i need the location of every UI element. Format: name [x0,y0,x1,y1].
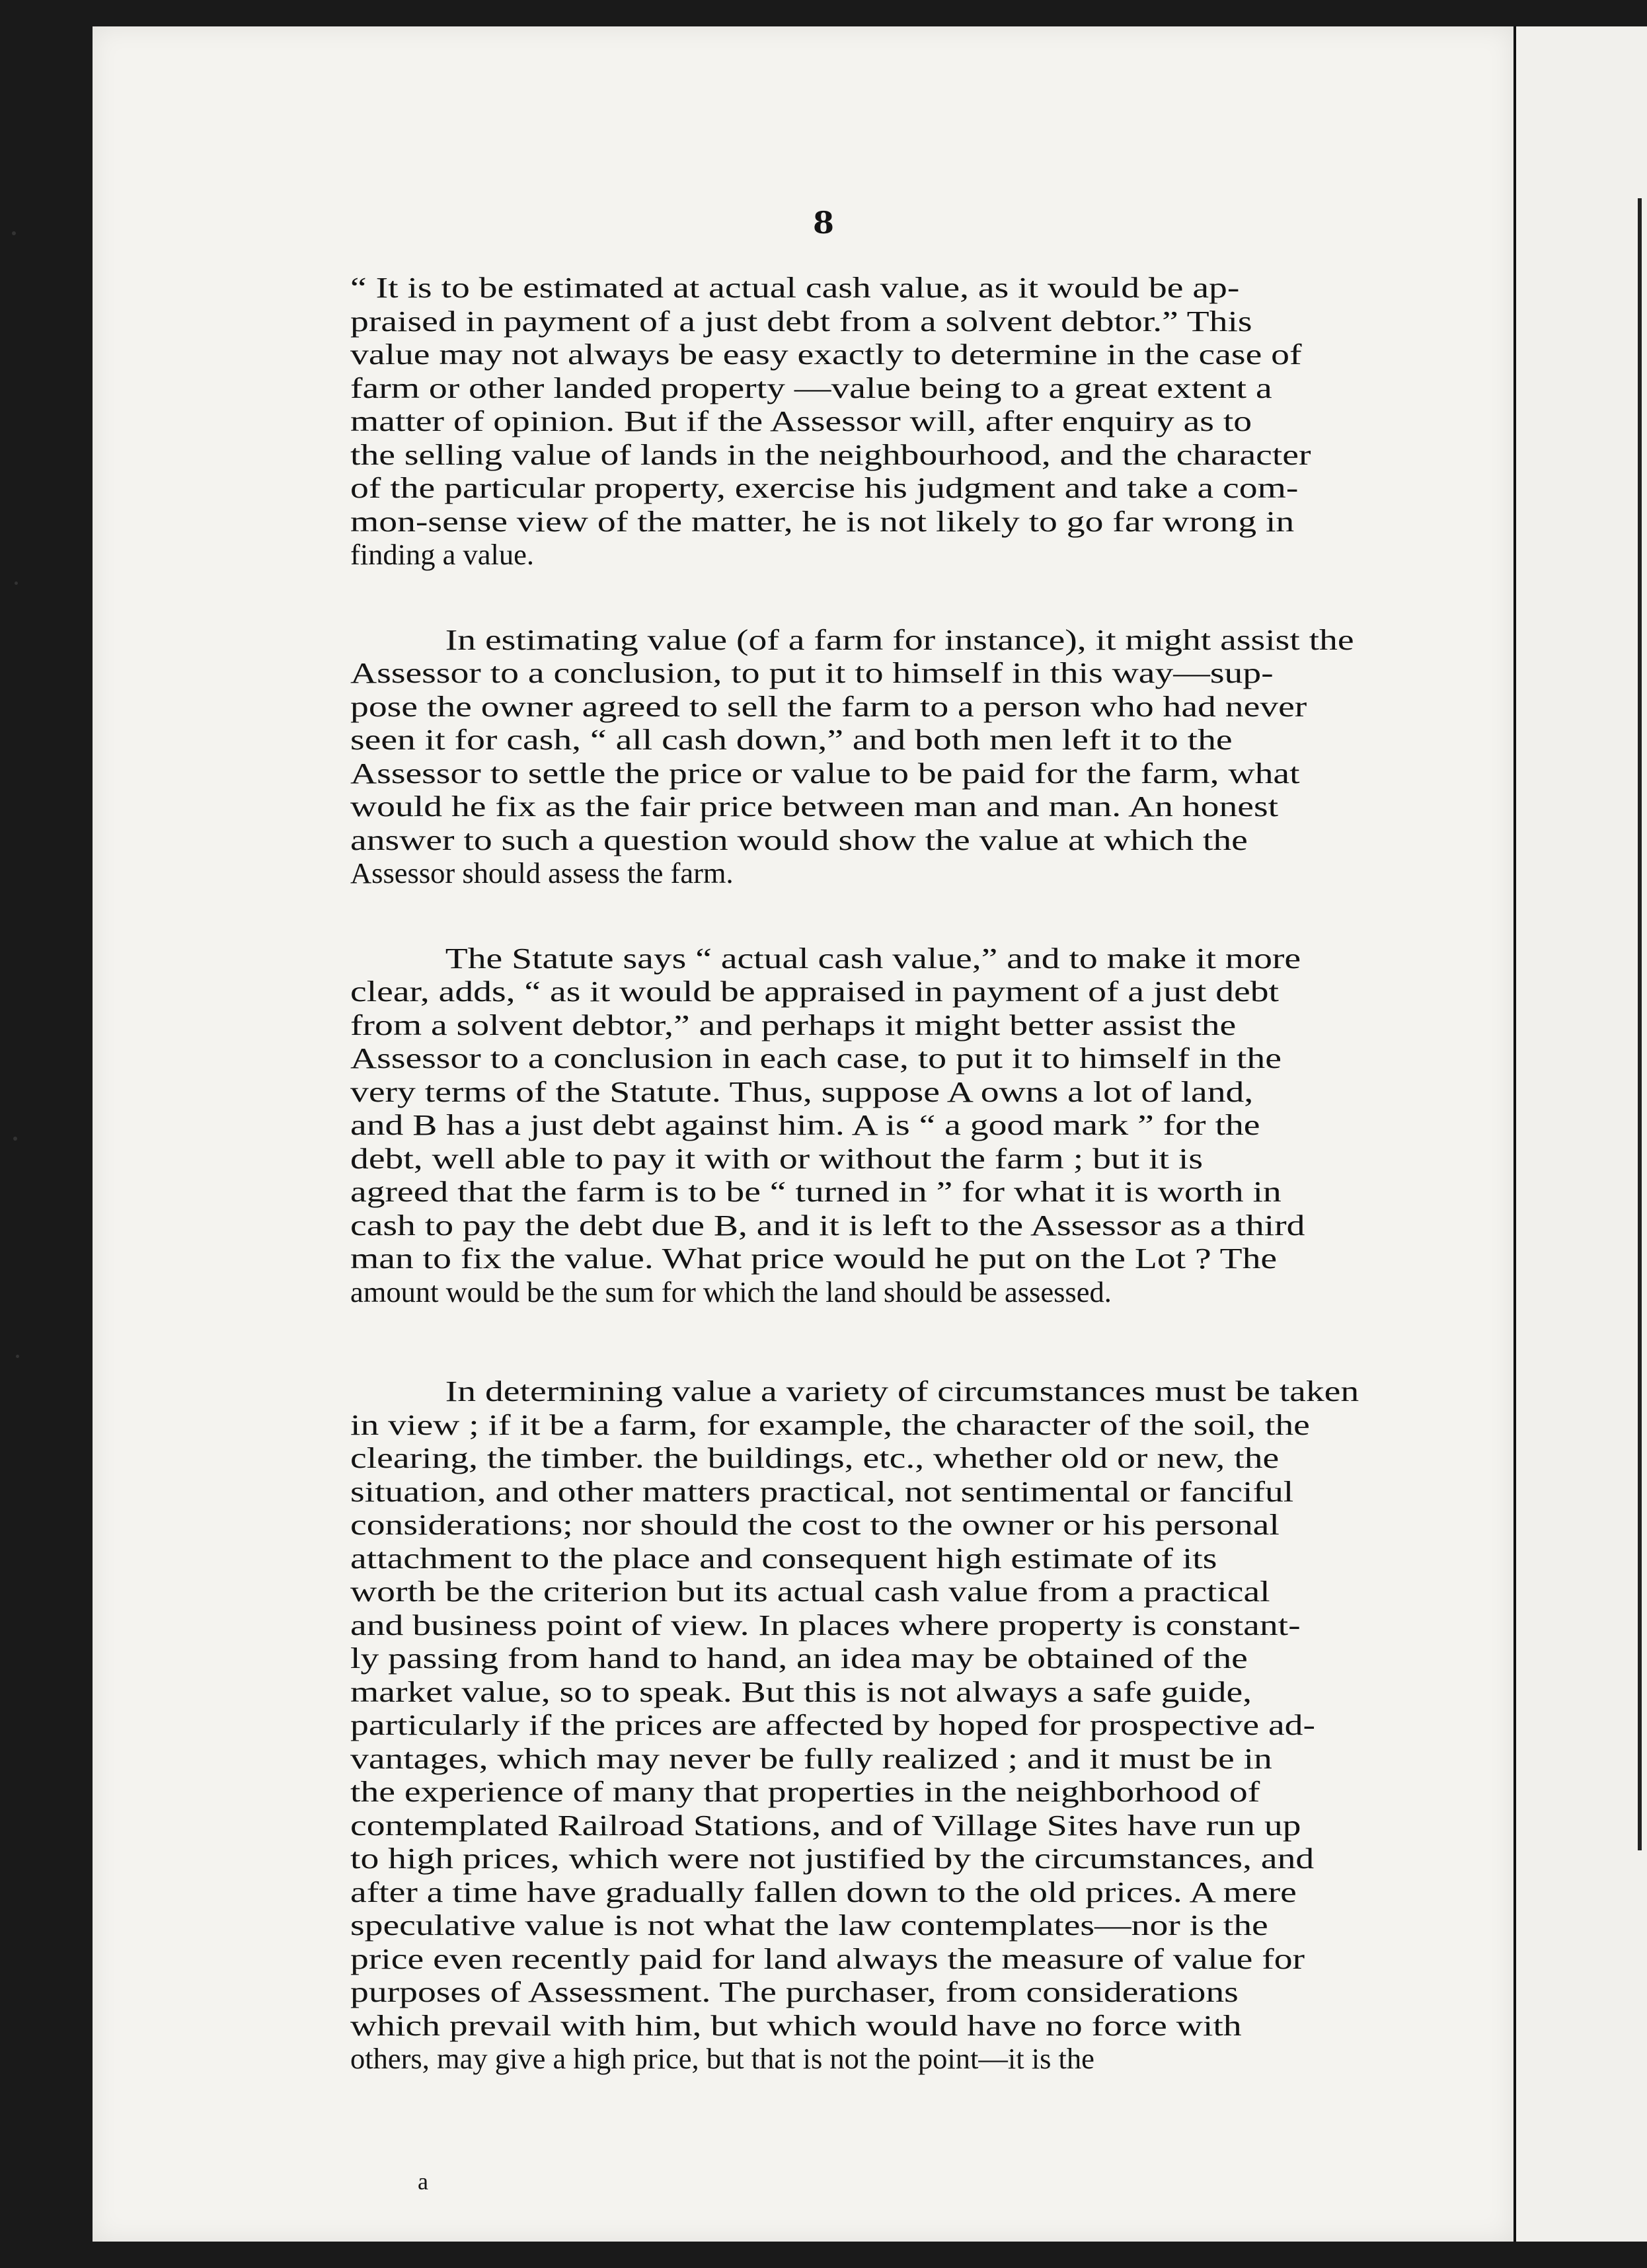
paragraph [350,1375,1360,2076]
text-line: the experience of many that properties in the neighborhood of [350,1775,1260,1808]
text-line: considerations; nor should the cost to the owner or his personal [350,1508,1280,1541]
text-line: others, may give a high price, but that is not the point—it is the [350,2042,1094,2075]
text-line: Assessor to settle the price or value to be paid for the farm, what [350,756,1300,790]
text-line: the selling value of lands in the neighbourhood, and the character [350,437,1311,471]
text-line: in view ; if it be a farm, for example, the character of the soil, the [350,1408,1310,1441]
body-text [350,271,1360,2076]
text-line: debt, well able to pay it with or without the farm ; but it is [350,1141,1203,1175]
text-line: The Statute says “ actual cash value,” and to make it more [445,941,1301,975]
text-line: price even recently paid for land always the measure of value for [350,1942,1305,1975]
scan-speck [16,1355,19,1358]
paragraph [350,623,1355,890]
text-line: man to fix the value. What price would he put on the Lot ? The [350,1242,1278,1275]
text-line: to high prices, which were not justified by the circumstances, and [350,1842,1315,1875]
text-line: after a time have gradually fallen down to the old prices. A mere [350,1875,1297,1909]
text-line: mon-sense view of the matter, he is not likely to go far wrong in [350,504,1295,538]
text-line: and business point of view. In places where property is constant- [350,1608,1301,1642]
text-line: matter of opinion. But if the Assessor will, after enquiry as to [350,404,1252,437]
text-line: agreed that the farm is to be “ turned in ” for what it is worth in [350,1175,1282,1208]
text-line: of the particular property, exercise his judgment and take a com- [350,471,1299,504]
text-line: particularly if the prices are affected by hoped for prospective ad- [350,1708,1315,1741]
text-line: Assessor to a conclusion, to put it to himself in this way—sup- [350,656,1274,689]
scan-speck [12,231,16,235]
text-line: market value, so to speak. But this is not always a safe guide, [350,1675,1252,1708]
text-line: vantages, which may never be fully realized ; and it must be in [350,1741,1272,1775]
text-line: clearing, the timber. the buildings, etc., whether old or new, the [350,1441,1280,1474]
text-line: seen it for cash, “ all cash down,” and both men left it to the [350,723,1233,756]
text-line: and B has a just debt against him. A is “ a good mark ” for the [350,1108,1260,1141]
paragraph [350,942,1355,1309]
text-line: contemplated Railroad Stations, and of Village Sites have run up [350,1808,1301,1842]
text-line: finding a value. [350,538,535,571]
text-line: amount would be the sum for which the land should be assessed. [350,1275,1112,1308]
text-line: Assessor to a conclusion in each case, to put it to himself in the [350,1041,1282,1075]
text-line: farm or other landed property —value being to a great extent a [350,371,1272,404]
page-binding-shadow [1638,198,1642,1850]
text-line: cash to pay the debt due B, and it is left to the Assessor as a third [350,1208,1305,1242]
scan-speck [15,582,18,585]
text-line: situation, and other matters practical, not sentimental or fanciful [350,1474,1294,1508]
text-line: purposes of Assessment. The purchaser, from considerations [350,1975,1239,2008]
text-line: ly passing from hand to hand, an idea may be obtained of the [350,1642,1248,1675]
text-line: clear, adds, “ as it would be appraised in payment of a just debt [350,975,1279,1008]
text-line: In estimating value (of a farm for instance), it might assist the [445,623,1354,656]
text-line: speculative value is not what the law contemplates—nor is the [350,1909,1268,1942]
text-line: very terms of the Statute. Thus, suppose A owns a lot of land, [350,1075,1254,1108]
text-line: In determining value a variety of circumstances must be taken [445,1375,1360,1408]
text-line: answer to such a question would show the value at which the [350,823,1248,856]
text-line: worth be the criterion but its actual cash value from a practical [350,1575,1270,1608]
paragraph [350,271,1355,572]
catchword: a [418,2168,428,2195]
text-line: would he fix as the fair price between man and man. An honest [350,790,1279,823]
text-line: which prevail with him, but which would have no force with [350,2008,1242,2042]
text-line: attachment to the place and consequent high estimate of its [350,1541,1217,1575]
text-line: “ It is to be estimated at actual cash value, as it would be ap- [350,271,1240,304]
text-line: Assessor should assess the farm. [350,856,734,889]
text-line: from a solvent debtor,” and perhaps it might better assist the [350,1008,1237,1041]
page-number: 8 [813,205,835,241]
scan-speck [13,1137,17,1141]
text-line: pose the owner agreed to sell the farm to a person who had never [350,689,1307,723]
text-line: value may not always be easy exactly to determine in the case of [350,338,1302,371]
text-line: praised in payment of a just debt from a solvent debtor.” This [350,304,1252,338]
